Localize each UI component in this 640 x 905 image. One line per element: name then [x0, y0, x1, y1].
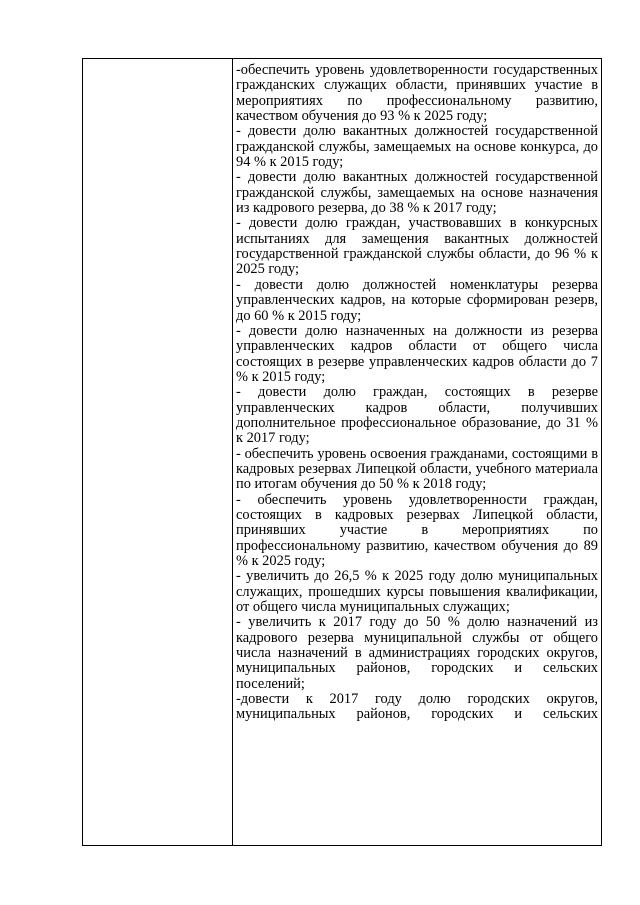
goal-item: - обеспечить уровень освоения гражданами, состоящими в кадровых резервах Липецкой области, учебного материала по итогам обучения до 50 % к 2018 году;	[236, 445, 598, 493]
goal-item: - довести долю назначенных на должности из резерва управленческих кадров области от общего числа состоящих в резерве управленческих кадров области до 7 % к 2015 году;	[236, 322, 598, 385]
goal-item: -довести к 2017 году долю городских округов, муниципальных районов, городских и сельских	[236, 691, 598, 723]
goal-item: - довести долю вакантных должностей государственной гражданской службы, замещаемых на основе назначения из кадрового резерва, до 38 % к 2017 году;	[236, 169, 598, 217]
goals-table	[82, 58, 602, 846]
goal-item: - довести долю граждан, состоящих в резерве управленческих кадров области, получивших дополнительное профессиональное образование, до 31 % к 2017 году;	[236, 384, 598, 447]
goal-item: - увеличить к 2017 году до 50 % долю назначений из кадрового резерва муниципальной службы от общего числа назначений в администрациях городских округов, муниципальных районов, городских и сельских поселений;	[236, 614, 598, 692]
table-right-cell	[233, 59, 601, 845]
goal-item: - увеличить до 26,5 % к 2025 году долю муниципальных служащих, прошедших курсы повышения квалификации, от общего числа муниципальных служащих;	[236, 568, 598, 616]
goal-item: - довести долю граждан, участвовавших в конкурсных испытаниях для замещения вакантных должностей государственной гражданской службы области, до 96 % к 2025 году;	[236, 215, 598, 278]
goal-item: - довести долю должностей номенклатуры резерва управленческих кадров, на которые сформирован резерв, до 60 % к 2015 году;	[236, 276, 598, 324]
goal-item: - довести долю вакантных должностей государственной гражданской службы, замещаемых на основе конкурса, до 94 % к 2015 году;	[236, 123, 598, 171]
goal-item: - обеспечить уровень удовлетворенности граждан, состоящих в кадровых резервах Липецкой области, принявших участие в мероприятиях по профессиональному развитию, качеством обучения до 89 % к 2025 году;	[236, 491, 598, 569]
goal-item: -обеспечить уровень удовлетворенности государственных гражданских служащих области, принявших участие в мероприятиях по профессиональному развитию, качеством обучения до 93 % к 2025 году;	[236, 62, 598, 125]
table-left-cell	[83, 59, 233, 845]
